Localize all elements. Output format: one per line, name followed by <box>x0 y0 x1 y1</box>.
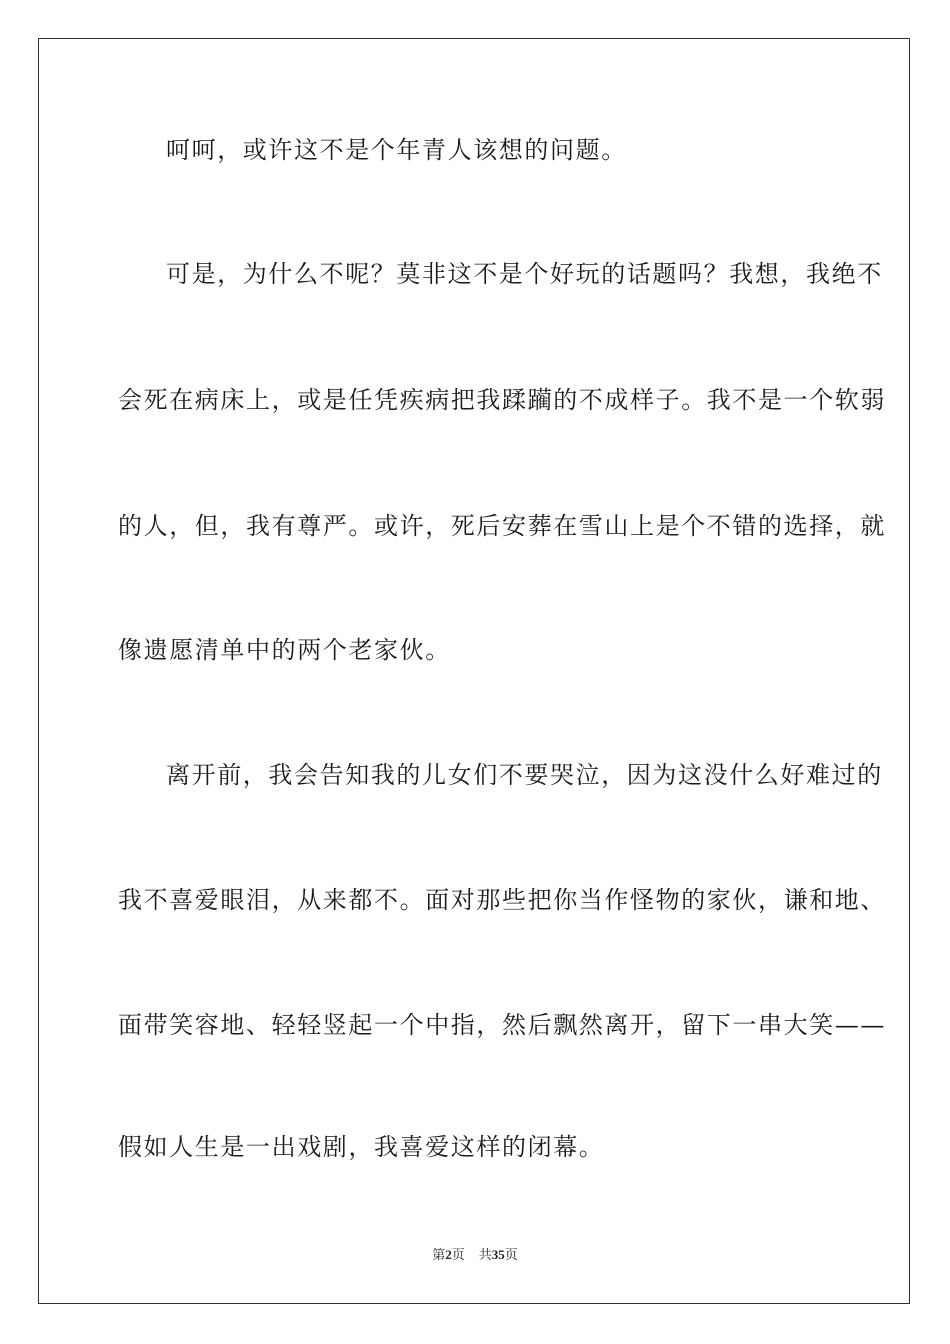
paragraph-line: 我不喜爱眼泪，从来都不。面对那些把你当作怪物的家伙，谦和地、 <box>118 886 886 914</box>
paragraph-line: 的人，但，我有尊严。或许，死后安葬在雪山上是个不错的选择，就 <box>118 512 886 540</box>
paragraph-line: 假如人生是一出戏剧，我喜爱这样的闭幕。 <box>118 1133 605 1161</box>
paragraph-line: 可是，为什么不呢？莫非这不是个好玩的话题吗？我想，我绝不 <box>166 260 883 288</box>
page-footer <box>0 1246 950 1265</box>
paragraph-line: 像遗愿清单中的两个老家伙。 <box>118 636 451 664</box>
page-suffix: 页 <box>451 1248 465 1263</box>
total-suffix: 页 <box>504 1248 518 1263</box>
paragraph-line: 面带笑容地、轻轻竖起一个中指，然后飘然离开，留下一串大笑—— <box>118 1011 886 1039</box>
total-prefix: 共 <box>478 1248 492 1263</box>
paragraph-line: 呵呵，或许这不是个年青人该想的问题。 <box>166 136 627 164</box>
paragraph-line: 会死在病床上，或是任凭疾病把我蹂躏的不成样子。我不是一个软弱 <box>118 386 886 414</box>
page-prefix: 第 <box>432 1248 446 1263</box>
paragraph-line: 离开前，我会告知我的儿女们不要哭泣，因为这没什么好难过的 <box>166 761 883 789</box>
page-number: 2 <box>445 1247 452 1262</box>
total-pages: 35 <box>491 1247 505 1262</box>
page-border <box>38 38 910 1304</box>
